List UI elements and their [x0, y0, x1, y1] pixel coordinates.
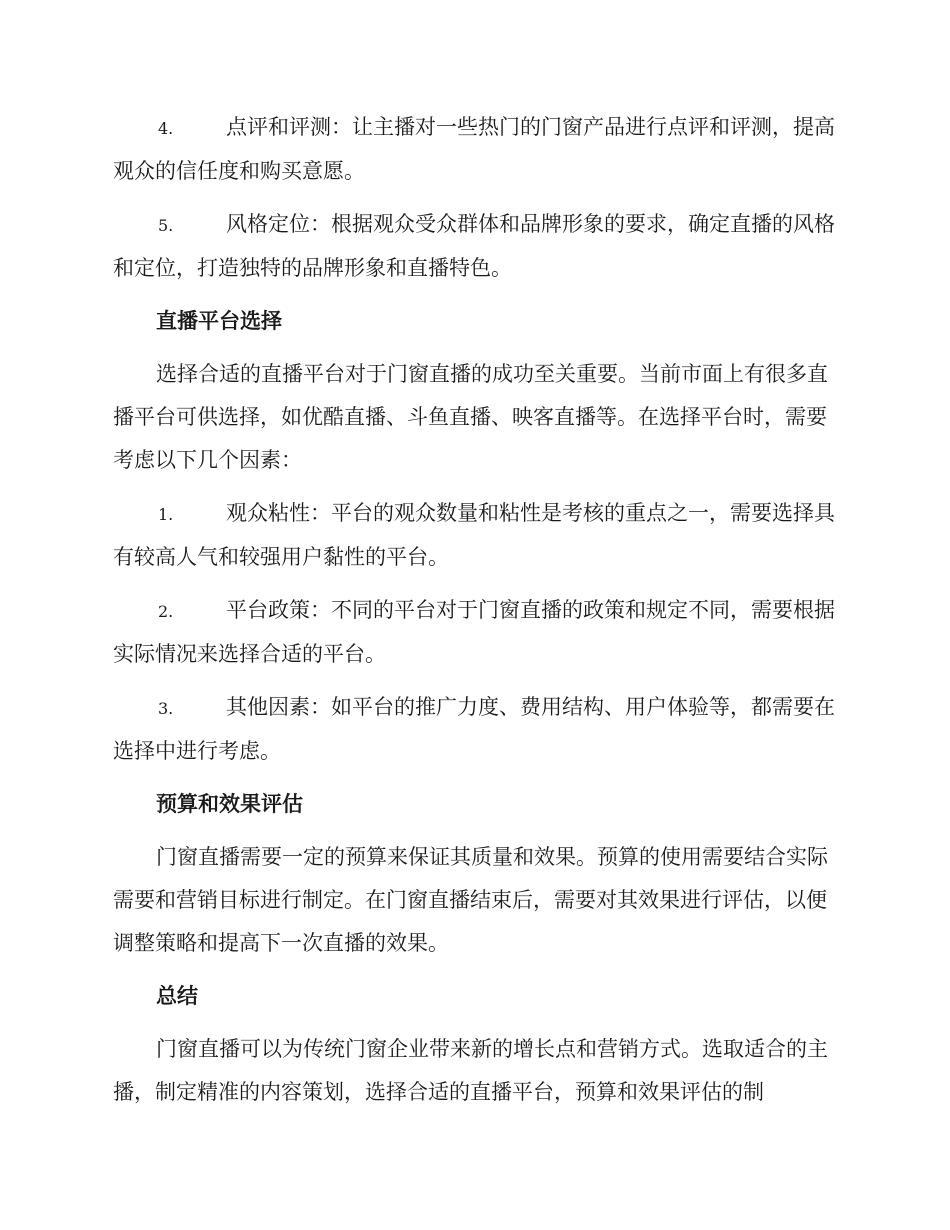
list-number: 2. [158, 602, 174, 621]
list-number: 3. [158, 699, 174, 718]
list-item-5 [113, 203, 835, 290]
list-number: 4. [158, 119, 174, 138]
list-number: 1. [158, 505, 174, 524]
list-item-1 [113, 492, 835, 579]
list-text: 观众粘性：平台的观众数量和粘性是考核的重点之一，需要选择具有较高人气和较强用户黏性的平台。 [113, 501, 835, 569]
list-number: 5. [158, 216, 174, 235]
paragraph-summary: 门窗直播可以为传统门窗企业带来新的增长点和营销方式。选取适合的主播，制定精准的内容策划，选择合适的直播平台，预算和效果评估的制 [113, 1037, 828, 1104]
list-item-4 [113, 106, 835, 193]
list-text: 平台政策：不同的平台对于门窗直播的政策和规定不同，需要根据实际情况来选择合适的平台。 [113, 598, 835, 666]
list-text: 其他因素：如平台的推广力度、费用结构、用户体验等，都需要在选择中进行考虑。 [113, 695, 835, 763]
section-heading-platform: 直播平台选择 [156, 309, 282, 333]
paragraph-budget: 门窗直播需要一定的预算来保证其质量和效果。预算的使用需要结合实际需要和营销目标进行制定。在门窗直播结束后，需要对其效果进行评估，以便调整策略和提高下一次直播的效果。 [113, 845, 828, 955]
section-heading-budget: 预算和效果评估 [156, 792, 303, 816]
section-heading-summary: 总结 [156, 984, 198, 1008]
document-page [113, 106, 835, 1124]
list-item-2 [113, 589, 835, 676]
list-text: 风格定位：根据观众受众群体和品牌形象的要求，确定直播的风格和定位，打造独特的品牌形象和直播特色。 [113, 212, 835, 280]
paragraph-platform: 选择合适的直播平台对于门窗直播的成功至关重要。当前市面上有很多直播平台可供选择，如优酷直播、斗鱼直播、映客直播等。在选择平台时，需要考虑以下几个因素： [113, 362, 828, 472]
list-text: 点评和评测：让主播对一些热门的门窗产品进行点评和评测，提高观众的信任度和购买意愿。 [113, 115, 835, 183]
list-item-3 [113, 686, 835, 773]
